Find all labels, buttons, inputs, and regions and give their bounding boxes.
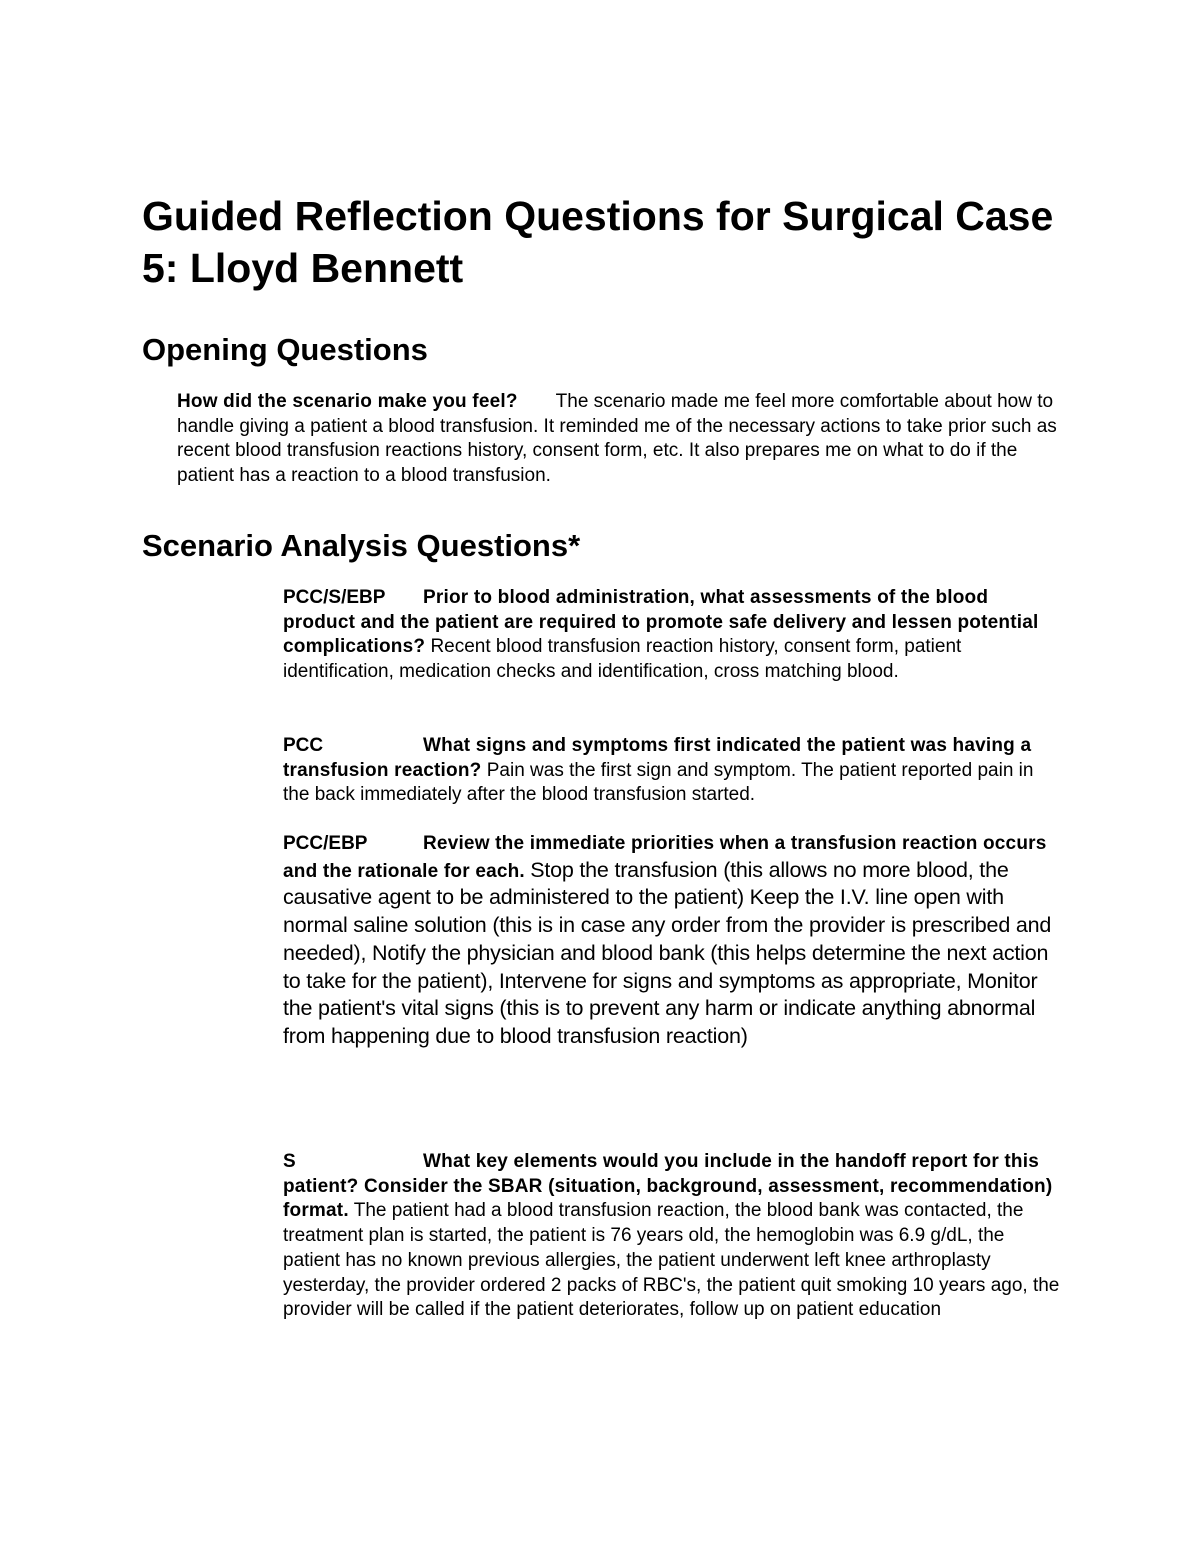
- analysis-item: [283, 832, 1063, 1051]
- item-answer: The patient had a blood transfusion reaction, the blood bank was contacted, the treatment plan is started, the patient is 76 years old, the hemoglobin was 6.9 g/dL, the patient has no known previous allergies, the patient underwent left knee arthroplasty yesterday, the provider ordered 2 packs of RBC's, the patient quit smoking 10 years ago, the provider will be called if the patient deteriorates, follow up on patient education: [283, 1200, 1060, 1321]
- item-question: Prior to blood administration, what assessments of the blood product and the patient are required to promote safe delivery and lessen potential complications?: [283, 587, 1039, 658]
- item-category-label: S: [283, 1151, 296, 1172]
- item-question: What signs and symptoms first indicated the patient was having a transfusion reaction?: [283, 735, 1032, 781]
- analysis-item: [283, 586, 1063, 685]
- item-question: What key elements would you include in the handoff report for this patient? Consider the SBAR (situation, background, assessment, recommendation) format.: [283, 1151, 1053, 1222]
- opening-answer: The scenario made me feel more comfortable about how to handle giving a patient a blood transfusion. It reminded me of the necessary actions to take prior such as recent blood transfusion reactions history, consent form, etc. It also prepares me on what to do if the patient has a reaction to a blood transfusion.: [177, 391, 1057, 487]
- analysis-item: [283, 734, 1063, 808]
- item-category-label: PCC: [283, 735, 324, 756]
- item-category-label: PCC/EBP: [283, 833, 368, 854]
- item-question: Review the immediate priorities when a transfusion reaction occurs and the rationale for each.: [283, 833, 1047, 882]
- analysis-heading: Scenario Analysis Questions*: [142, 528, 581, 563]
- item-answer: Stop the transfusion (this allows no more blood, the causative agent to be administered to the patient) Keep the I.V. line open with normal saline solution (this is in case any order from the provider is prescribed and needed), Notify the physician and blood bank (this helps determine the next action to take for the patient), Intervene for signs and symptoms as appropriate, Monitor the patient's vital signs (this is to prevent any harm or indicate anything abnormal from happening due to blood transfusion reaction): [283, 857, 1052, 1048]
- item-answer: Recent blood transfusion reaction history, consent form, patient identification, medication checks and identification, cross matching blood.: [283, 636, 962, 683]
- item-answer: Pain was the first sign and symptom. The patient reported pain in the back immediately after the blood transfusion started.: [283, 759, 1034, 806]
- opening-question: How did the scenario make you feel?: [177, 391, 518, 412]
- opening-question-block: [177, 390, 1057, 489]
- analysis-item: [283, 1150, 1063, 1323]
- opening-heading: Opening Questions: [142, 332, 428, 367]
- document-title: Guided Reflection Questions for Surgical Case 5: Lloyd Bennett: [142, 193, 1054, 291]
- item-category-label: PCC/S/EBP: [283, 587, 386, 608]
